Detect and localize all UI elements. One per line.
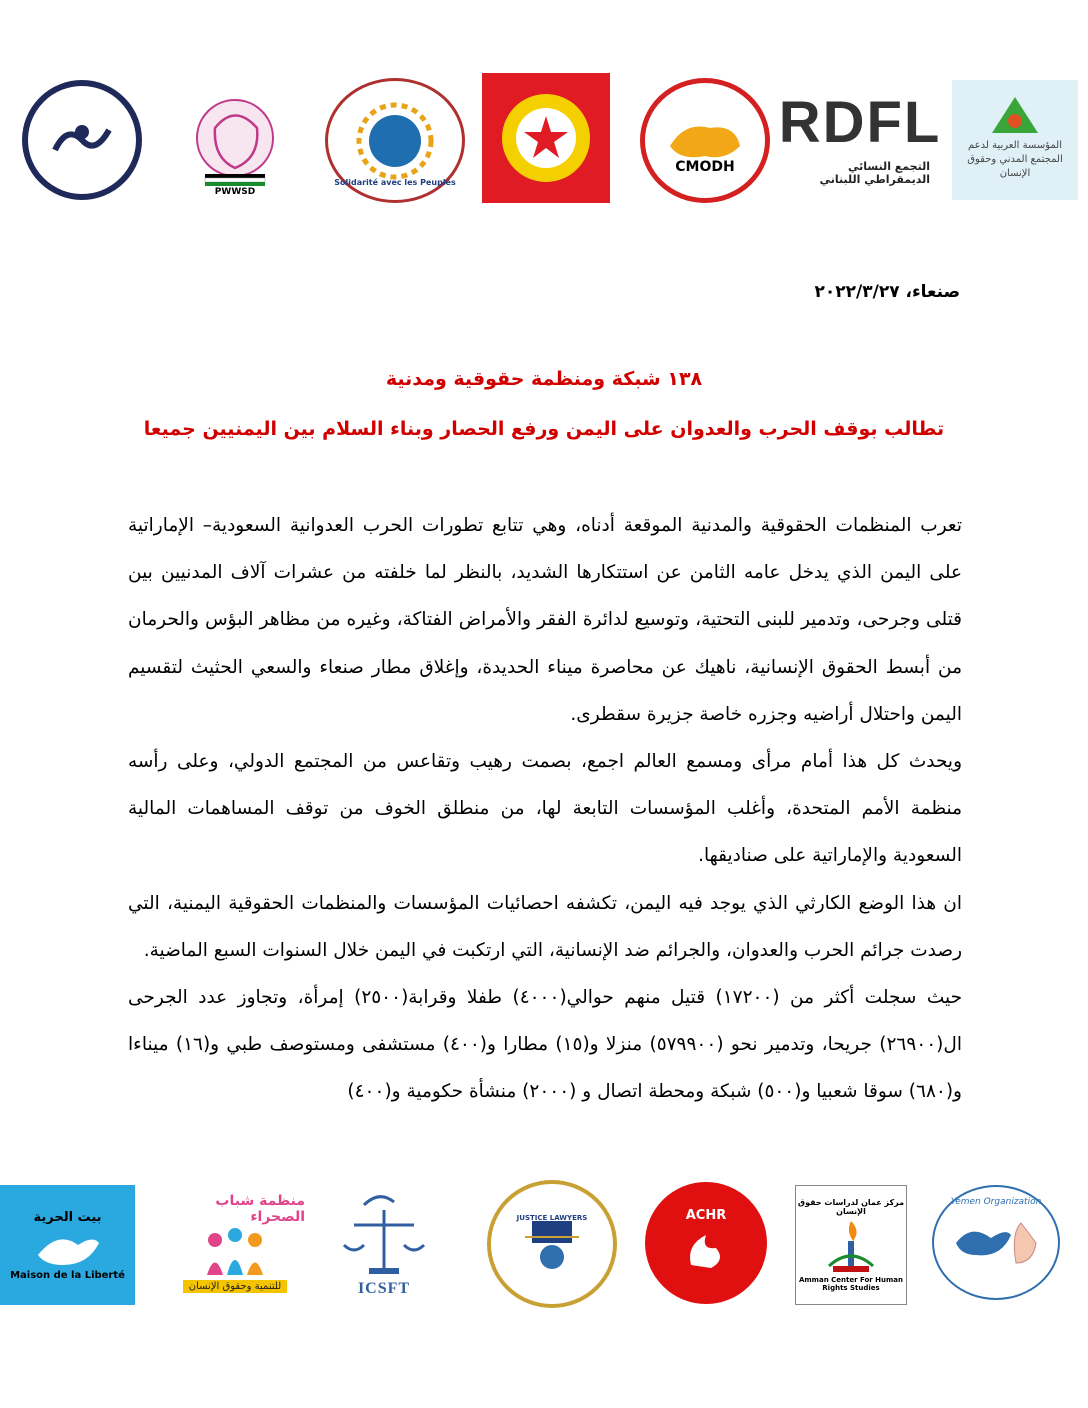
- icsft-logo: [318, 1180, 450, 1308]
- triangle-emblem-icon: [990, 95, 1040, 135]
- body-paragraph: تعرب المنظمات الحقوقية والمدنية الموقعة أدناه، وهي تتابع تطورات الحرب العدوانية السعودية– الإماراتية على اليمن الذي يدخل عامه الثامن عن استتكارها الشديد، بالنظر لما خلفته من عشرات آلاف المدنيين بين قتلى وجرحى، وتدمير للبنى التحتية، وتوسيع لدائرة الفقر والأمراض الفتاكة، وغيره من مظاهر البؤس والحرمان من أبسط الحقوق الإنسانية، ناهيك عن محاصرة ميناء الحديدة، وإغلاق مطار صنعاء والسعي الحثيث لتقسيم اليمن واحتلال أراضيه وجزره خاصة جزيرة سقطرى.: [128, 515, 962, 725]
- maison-french: Maison de la Liberté: [10, 1269, 125, 1281]
- amman-arabic: مركز عمان لدراسات حقوق الإنسان: [797, 1198, 905, 1216]
- body-paragraph: حيث سجلت أكثر من (١٧٢٠٠) قتيل منهم حوالي(٤٠٠٠) طفلا وقرابة(٢٥٠٠) إمرأة، وتجاوز عدد الجرحى ال(٢٦٩٠٠) جريحا، وتدمير نحو (٥٧٩٩٠٠) منزلا و(١٥) مطارا و(٤٠٠) مستشفى ومستوصف طبي و(١٦) ميناءا و(٦٨٠) سوقا شعبيا و(٥٠٠) شبكة ومحطة اتصال و (٢٠٠٠) منشأة حكومية و(٤٠٠): [128, 987, 962, 1103]
- document-date: صنعاء، ٢٠٢٢/٣/٢٧: [814, 282, 960, 302]
- rdfl-subtext: التجمع النسائي الديمقراطي اللبناني: [819, 159, 930, 186]
- ugtt-logo: [482, 73, 610, 203]
- solidarity-caption: Solidarité avec les Peuples: [334, 178, 456, 188]
- human-rights-center-logo: [22, 80, 142, 200]
- icsft-caption: ICSFT: [357, 1280, 411, 1297]
- cmodh-logo: [640, 78, 770, 203]
- yemen-org-caption: Yemen Organization: [950, 1197, 1042, 1207]
- torch-icon: [821, 1216, 881, 1276]
- bottom-logo-row: [0, 1180, 1088, 1320]
- body-paragraph: ان هذا الوضع الكارثي الذي يوجد فيه اليمن، تكشفه احصائيات المؤسسات والمنظمات الحقوقية اليمنية، التي رصدت جرائم الحرب والعدوان، والجرائم ضد الإنسانية، التي ارتكبت في اليمن خلال السنوات السبع الماضية.: [128, 892, 962, 961]
- rdfl-wordmark: RDFL: [778, 89, 942, 155]
- flame-icon: [681, 1230, 731, 1270]
- maison-liberte-logo: [0, 1185, 135, 1305]
- amman-center-logo: [795, 1185, 907, 1305]
- yemen-organization-logo: [932, 1185, 1060, 1300]
- document-body: [128, 502, 962, 1116]
- solidarity-peoples-logo: [325, 78, 465, 203]
- justice-caption: JUSTICE LAWYERS: [516, 1214, 588, 1222]
- arab-foundation-logo: [952, 80, 1078, 200]
- map-shape-icon: [665, 116, 745, 166]
- body-paragraph: ويحدث كل هذا أمام مرأى ومسمع العالم اجمع، بصمت رهيب وتقاعس من المجتمع الدولي، وعلى رأسه منظمة الأمم المتحدة، وأغلب المؤسسات التابعة لها، من منطلق الخوف من توقف المساهمات المالية السعودية والإماراتية على صناديقها.: [128, 751, 962, 867]
- amman-english: Amman Center For Human Rights Studies: [798, 1276, 904, 1292]
- achr-caption: ACHR: [685, 1208, 727, 1223]
- top-logo-row: [0, 70, 1088, 210]
- pwwsd-caption: PWWSD: [214, 187, 256, 198]
- dove-icon: [33, 1225, 103, 1270]
- sahara-title: منظمة شباب الصحراء: [215, 1192, 305, 1225]
- handshake-icon: [47, 110, 117, 170]
- achr-logo: [645, 1182, 767, 1304]
- document-title: ١٣٨ شبكة ومنظمة حقوقية ومدنية: [385, 368, 703, 390]
- globe-people-icon: [350, 101, 440, 181]
- woman-face-icon: [185, 98, 285, 188]
- sahara-subtitle: للتنمية وحقوق الإنسان: [183, 1280, 287, 1293]
- scales-icon: [334, 1190, 434, 1280]
- people-icon: [195, 1225, 275, 1280]
- justice-lawyers-logo: [487, 1180, 617, 1308]
- star-emblem-icon: [496, 88, 596, 188]
- pwwsd-logo: [180, 85, 290, 200]
- cmodh-caption: CMODH: [675, 159, 735, 176]
- maison-arabic: بيت الحرية: [33, 1209, 102, 1225]
- document-subtitle: تطالب بوقف الحرب والعدوان على اليمن ورفع الحصار وبناء السلام بين اليمنيين جميعا: [143, 418, 945, 440]
- dove-hand-icon: [951, 1213, 1041, 1273]
- sahara-youth-logo: [165, 1180, 305, 1305]
- arab-foundation-caption: المؤسسة العربية لدعم المجتمع المدني وحقوق الإنسان: [967, 140, 1063, 179]
- rdfl-logo: [778, 82, 942, 197]
